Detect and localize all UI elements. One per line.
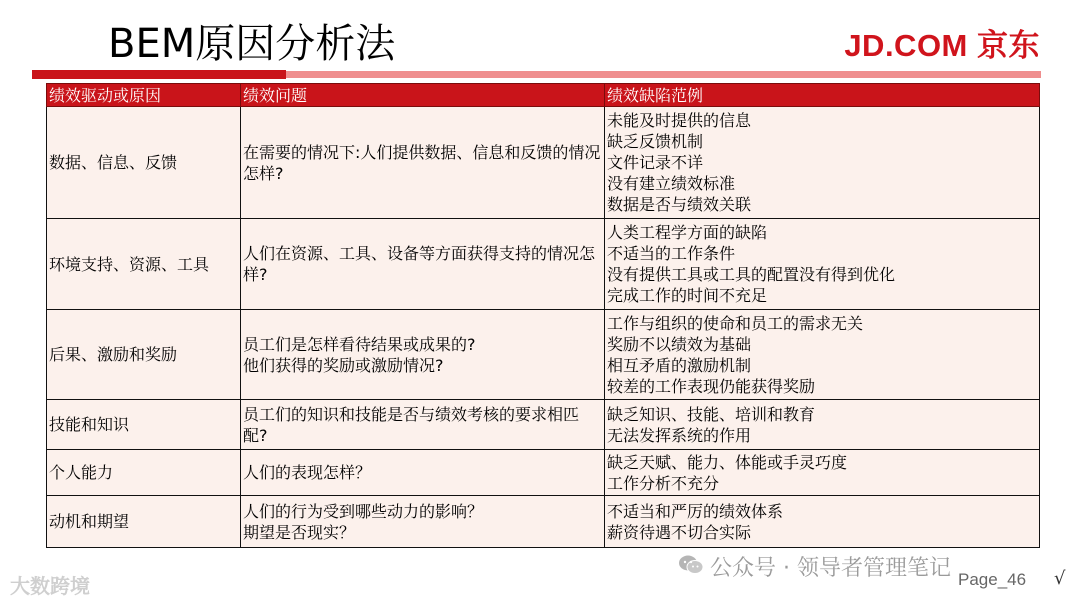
table-row bbox=[47, 310, 1040, 400]
question-cell: 员工们的知识和技能是否与绩效考核的要求相匹配? bbox=[241, 400, 605, 450]
example-item: 相互矛盾的激励机制 bbox=[607, 355, 752, 375]
header-question: 绩效问题 bbox=[241, 84, 605, 107]
question-line: 人们的行为受到哪些动力的影响？ bbox=[243, 501, 484, 521]
wechat-watermark bbox=[678, 554, 951, 584]
example-item: 未能及时提供的信息 bbox=[607, 111, 752, 130]
page-number: Page_46 bbox=[958, 570, 1027, 589]
table-row bbox=[47, 496, 1040, 548]
table-row bbox=[47, 107, 1040, 219]
jd-logo: JD.COM 京东 bbox=[844, 28, 1040, 63]
cause-cell: 技能和知识 bbox=[47, 400, 241, 450]
question-cell: 人们的表现怎样？ bbox=[241, 450, 605, 496]
example-item: 工作与组织的使命和员工的需求无关 bbox=[607, 313, 864, 333]
title-rule-dark bbox=[32, 70, 286, 79]
cause-cell: 个人能力 bbox=[47, 450, 241, 496]
check-mark: √ bbox=[1054, 568, 1066, 589]
examples-cell bbox=[605, 400, 1040, 450]
header-cause: 绩效驱动或原因 bbox=[47, 84, 241, 107]
example-item: 不适当的工作条件 bbox=[607, 244, 736, 263]
example-item: 不适当和严厉的绩效体系 bbox=[607, 501, 784, 521]
examples-cell bbox=[605, 450, 1040, 496]
cause-cell: 数据、信息、反馈 bbox=[47, 107, 241, 219]
slide-title: BEM原因分析法 bbox=[108, 21, 396, 67]
example-item: 缺乏天赋、能力、体能或手灵巧度 bbox=[607, 452, 848, 472]
bem-table bbox=[46, 83, 1040, 548]
wechat-account-text: 公众号 · 领导者管理笔记 bbox=[710, 556, 951, 581]
example-item: 没有建立绩效标准 bbox=[607, 174, 736, 193]
header-examples: 绩效缺陷范例 bbox=[605, 84, 1040, 107]
examples-cell bbox=[605, 310, 1040, 400]
example-item: 文件记录不详 bbox=[607, 153, 704, 172]
cause-cell: 后果、激励和奖励 bbox=[47, 310, 241, 400]
table-row bbox=[47, 450, 1040, 496]
example-item: 数据是否与绩效关联 bbox=[607, 195, 752, 214]
examples-cell bbox=[605, 496, 1040, 548]
example-item: 缺乏知识、技能、培训和教育 bbox=[607, 404, 816, 424]
question-cell: 在需要的情况下:人们提供数据、信息和反馈的情况怎样? bbox=[241, 107, 605, 219]
cause-cell: 环境支持、资源、工具 bbox=[47, 219, 241, 310]
examples-cell bbox=[605, 107, 1040, 219]
examples-cell bbox=[605, 219, 1040, 310]
example-item: 较差的工作表现仍能获得奖励 bbox=[607, 376, 816, 396]
title-rule-light bbox=[286, 71, 1041, 78]
example-item: 工作分析不充分 bbox=[607, 473, 720, 493]
example-item: 缺乏反馈机制 bbox=[607, 132, 704, 151]
watermark-left: 大数跨境 bbox=[10, 574, 90, 598]
question-line: 员工们是怎样看待结果或成果的? bbox=[243, 334, 476, 354]
question-cell bbox=[241, 310, 605, 400]
cause-cell: 动机和期望 bbox=[47, 496, 241, 548]
table-row bbox=[47, 219, 1040, 310]
example-item: 奖励不以绩效为基础 bbox=[607, 334, 752, 354]
table-row bbox=[47, 400, 1040, 450]
example-item: 薪资待遇不切合实际 bbox=[607, 522, 752, 542]
question-line: 期望是否现实？ bbox=[243, 522, 356, 542]
question-cell: 人们在资源、工具、设备等方面获得支持的情况怎样? bbox=[241, 219, 605, 310]
table-header-row bbox=[47, 84, 1040, 107]
question-cell bbox=[241, 496, 605, 548]
example-item: 无法发挥系统的作用 bbox=[607, 425, 752, 445]
example-item: 人类工程学方面的缺陷 bbox=[607, 223, 768, 242]
question-line: 他们获得的奖励或激励情况? bbox=[243, 355, 444, 375]
example-item: 没有提供工具或工具的配置没有得到优化 bbox=[607, 265, 896, 284]
wechat-icon bbox=[678, 554, 704, 584]
example-item: 完成工作的时间不充足 bbox=[607, 286, 768, 305]
